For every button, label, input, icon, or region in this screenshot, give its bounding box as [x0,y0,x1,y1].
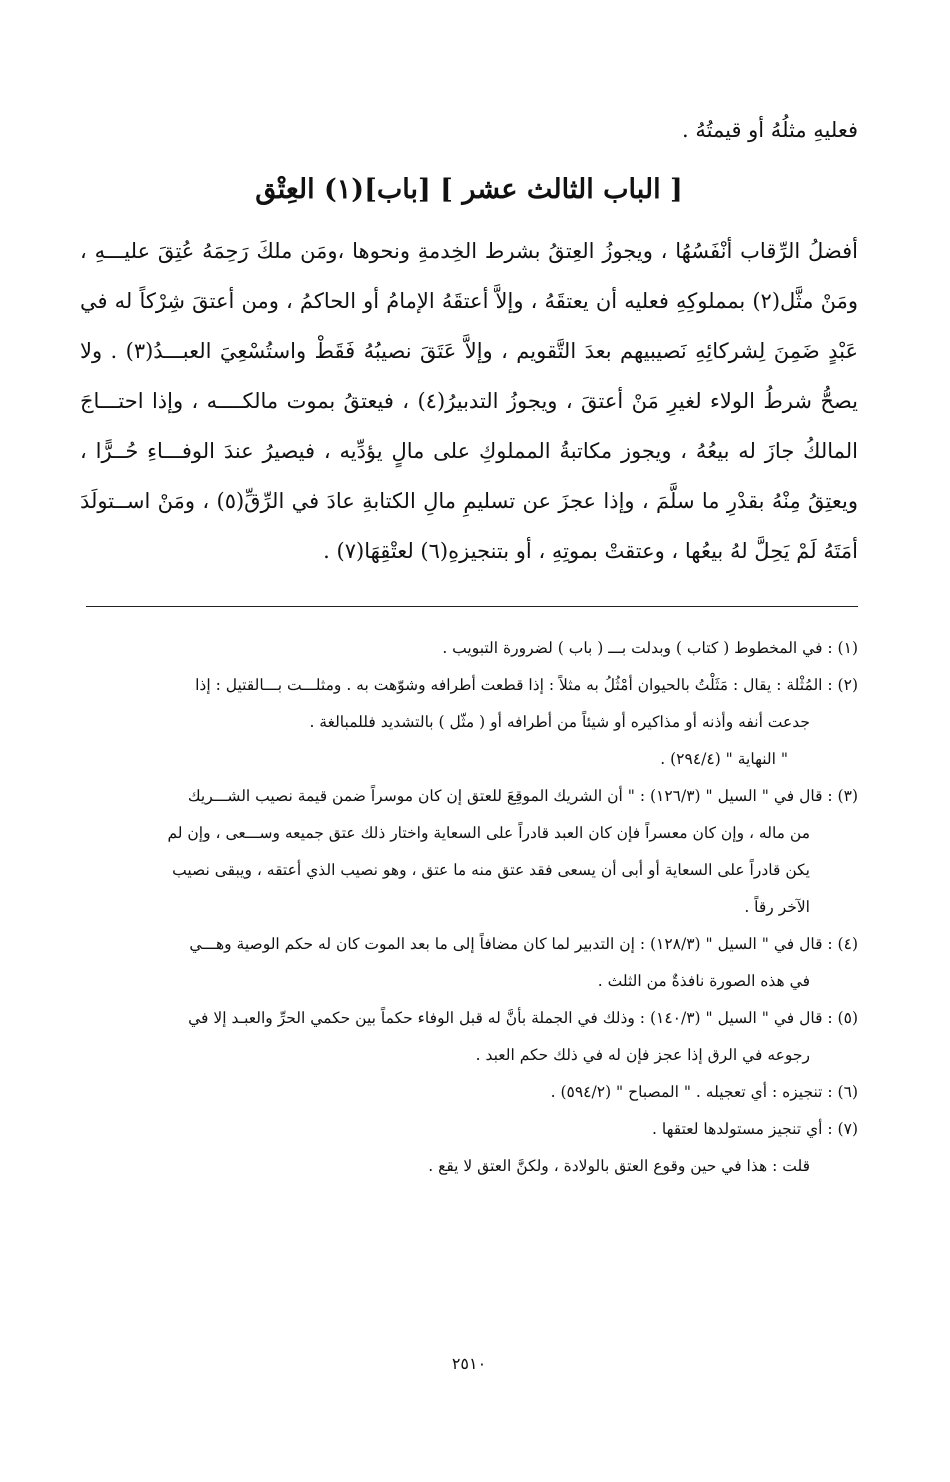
footnote-line: قلت : هذا في حين وقوع العتق بالولادة ، ولكنَّ العتق لا يقع . [428,1157,810,1175]
footnote-line: (٦) : تنجيزه : أي تعجيله . " المصباح " (٥٩٤/٢) . [550,1083,858,1101]
footnote-line: في هذه الصورة نافذةٌ من الثلث . [597,972,810,990]
footnote-line: من ماله ، وإن كان معسراً فإن كان العبد قادراً على السعاية واختار ذلك عتق جميعه وســـعى ، وإن لم [167,824,810,842]
footnote-line: (٧) : أي تنجيز مستولدها لعتقها . [652,1120,858,1138]
body-line: ومَنْ مثَّل(٢) بمملوكِهِ فعليه أن يعتقَهُ ، وإلاَّ أعتقَهُ الإمامُ أو الحاكمُ ، ومن أعتقَ شِرْكاً له في [80,289,858,313]
body-line: أمَتَهُ لَمْ يَحِلَّ لهُ بيعُها ، وعتقتْ بموتِهِ ، أو بتنجيزهِ(٦) لعتْقِهَا(٧) . [323,539,858,563]
footnote-divider [86,606,858,607]
footnote-line: الآخر رقاً . [744,898,810,916]
page-number: ٢٥١٠ [451,1354,487,1373]
footnotes [80,630,858,1185]
footnote-line: (٣) : قال في " السيل " (١٢٦/٣) : " أن الشريك الموقِعَ للعتق إن كان موسراً ضمن قيمة نصيب الشـــريك [187,787,858,805]
footnote-line: يكن قادراً على السعاية أو أبى أن يسعى فقد عتق منه ما عتق ، وهو نصيب الذي أعتقه ، ويبقى نصيب [172,861,810,879]
intro-line: فعليهِ مثلُهُ أو قيمتُهُ . [682,118,858,142]
body-line: المالكُ جازَ له بيعُهُ ، ويجوز مكاتبةُ المملوكِ على مالٍ يؤدِّيه ، فيصيرُ عندَ الوفـــاءِ حُــرًّا ، [80,439,858,463]
body-line: ويعتِقُ مِنْهُ بقدْرِ ما سلَّمَ ، وإذا عجزَ عن تسليمِ مالِ الكتابةِ عادَ في الرِّقِّ(٥) ، ومَنْ اســتولَدَ [80,489,858,513]
footnote-line: (٢) : المُثْلة : يقال : مَثَلْتُ بالحيوان أمْثُلُ به مثلاً : إذا قطعت أطرافه وشوّهت به . ومثلـــت بـــالقتيل : إذا [195,676,858,694]
footnote-line: (٤) : قال في " السيل " (١٢٨/٣) : إن التدبير لما كان مضافاً إلى ما بعد الموت كان له حكم الوصية وهـــي [189,935,858,953]
main-text [80,226,858,576]
body-line: أفضلُ الرِّقاب أنْفَسُهُا ، ويجوزُ العِتقُ بشرط الخِدمةِ ونحوها ،ومَن ملكَ رَحِمَهُ عُتِقَ عليـــهِ ، [80,239,858,263]
body-line: عَبْدٍ ضَمِنَ لِشركائِهِ نَصيبيهم بعدَ التَّقويم ، وإلاَّ عَتَقَ نصيبُهُ فَقَطْ واستُسْعِيَ العبـــدُ(٣) . ولا [80,339,858,363]
body-line: يصحُّ شرطُ الولاء لغيرِ مَنْ أعتقَ ، ويجوزُ التدبيرُ(٤) ، فيعتقُ بموت مالكــــه ، وإذا احتـــاجَ [80,389,858,413]
document-page [80,0,858,1482]
footnote-line: (١) : في المخطوط ( كتاب ) وبدلت بـــ ( باب ) لضرورة التبويب . [442,639,858,657]
footnote-line: (٥) : قال في " السيل " (١٤٠/٣) : وذلك في الجملة بأنَّ له قبل الوفاء حكماً بين حكمي الحرِّ والعبـد إلا في [188,1009,858,1027]
footnote-line: " النهاية " (٢٩٤/٤) . [660,750,788,768]
footnote-line: رجوعه في الرق إذا عجز فإن له في ذلك حكم العبد . [475,1046,810,1064]
footnote-line: جدعت أنفه وأذنه أو مذاكيره أو شيئاً من أطرافه أو ( مثّل ) بالتشديد فللمبالغة . [309,713,810,731]
chapter-title: [ الباب الثالث عشر ] [باب](١) العِتْق [255,174,683,205]
